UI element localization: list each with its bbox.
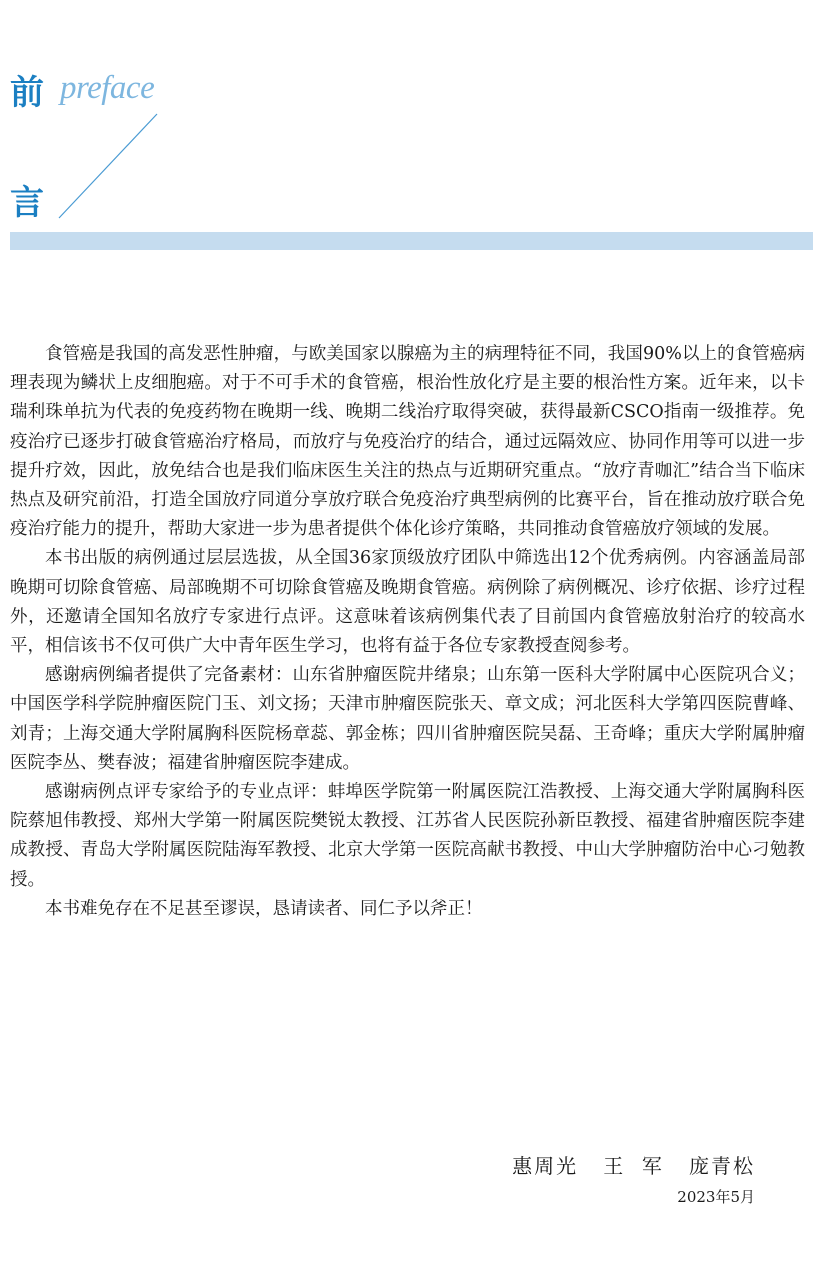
title-char-qian: 前 <box>10 73 44 113</box>
preface-english-word: preface <box>60 70 155 106</box>
paragraph: 食管癌是我国的高发恶性肿瘤，与欧美国家以腺癌为主的病理特征不同，我国90%以上的食管癌病理表现为鳞状上皮细胞癌。对于不可手术的食管癌，根治性放化疗是主要的根治性方案。近年来，以卡瑞利珠单抗为代表的免疫药物在晚期一线、晚期二线治疗取得突破，获得最新CSCO指南一级推荐。免疫治疗已逐步打破食管癌治疗格局，而放疗与免疫治疗的结合，通过远隔效应、协同作用等可以进一步提升疗效，因此，放免结合也是我们临床医生关注的热点与近期研究重点。“放疗青咖汇”结合当下临床热点及研究前沿，打造全国放疗同道分享放疗联合免疫治疗典型病例的比赛平台，旨在推动放疗联合免疫治疗能力的提升，帮助大家进一步为患者提供个体化诊疗策略，共同推动食管癌放疗领域的发展。 <box>10 344 805 540</box>
paragraph: 感谢病例编者提供了完备素材：山东省肿瘤医院井绪泉；山东第一医科大学附属中心医院巩合义；中国医学科学院肿瘤医院门玉、刘文扬；天津市肿瘤医院张天、章文成；河北医科大学第四医院曹峰、刘青；上海交通大学附属胸科医院杨章蕊、郭金栋；四川省肿瘤医院吴磊、王奇峰；重庆大学附属肿瘤医院李丛、樊春波；福建省肿瘤医院李建成。 <box>10 665 805 773</box>
paragraph: 本书出版的病例通过层层选拔，从全国36家顶级放疗团队中筛选出12个优秀病例。内容涵盖局部晚期可切除食管癌、局部晚期不可切除食管癌及晚期食管癌。病例除了病例概况、诊疗依据、诊疗过程外，还邀请全国知名放疗专家进行点评。这意味着该病例集代表了目前国内食管癌放射治疗的较高水平，相信该书不仅可供广大中青年医生学习，也将有益于各位专家教授查阅参考。 <box>10 548 805 657</box>
author-signature: 惠周光 王 军 庞青松 <box>512 1154 755 1178</box>
header-band <box>10 232 813 250</box>
title-char-yan: 言 <box>10 183 44 223</box>
paragraph: 本书难免存在不足甚至谬误，恳请读者、同仁予以斧正！ <box>45 898 483 919</box>
date: 2023年5月 <box>677 1188 755 1206</box>
preface-body <box>10 340 805 924</box>
paragraph: 感谢病例点评专家给予的专业点评：蚌埠医学院第一附属医院江浩教授、上海交通大学附属胸科医院蔡旭伟教授、郑州大学第一附属医院樊锐太教授、江苏省人民医院孙新臣教授、福建省肿瘤医院李建成教授、青岛大学附属医院陆海军教授、北京大学第一医院高献书教授、中山大学肿瘤防治中心刁勉教授。 <box>10 782 805 890</box>
decorative-diagonal-line <box>55 112 159 220</box>
